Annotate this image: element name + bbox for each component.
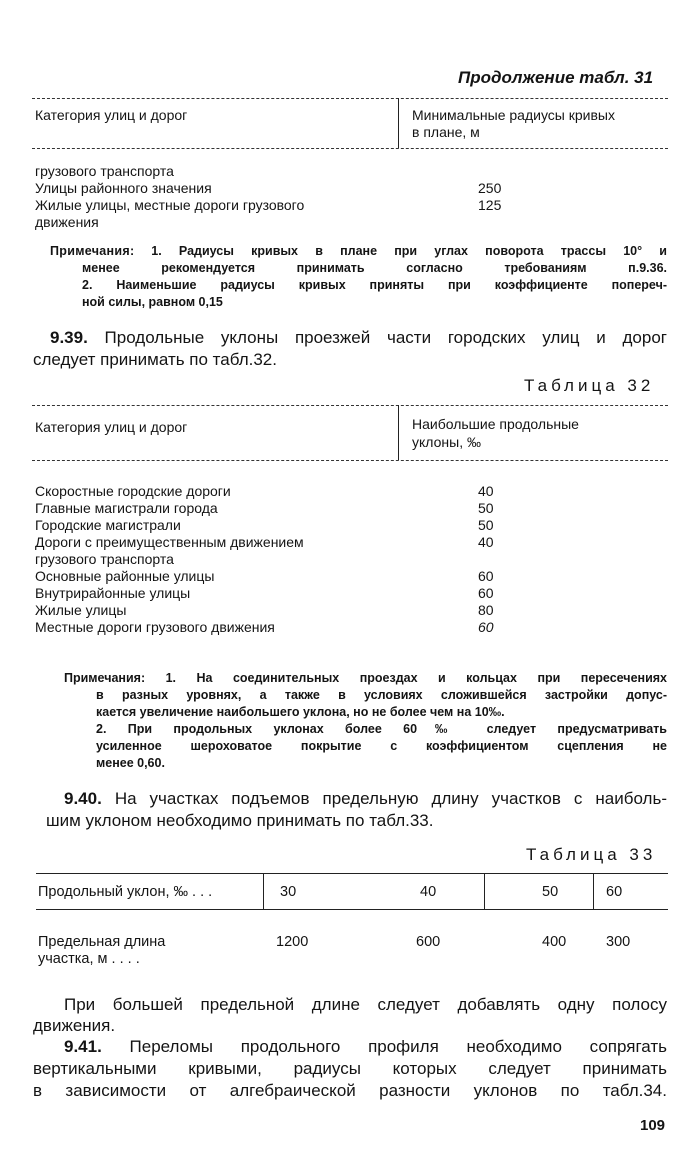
- notes31-line4: ной силы, равном 0,15: [82, 295, 223, 309]
- page-number: 109: [640, 1117, 666, 1134]
- table-row: движения: [35, 214, 99, 230]
- table-row: Скоростные городские дороги: [35, 483, 231, 499]
- table33-row1-value: 30: [280, 884, 297, 900]
- para-text: Продольные уклоны проезжей части городских улиц и дорог: [87, 328, 667, 347]
- notes32-line3: кается увеличение наибольшего уклона, но не более чем на 10‰.: [96, 705, 505, 719]
- table-cell-value: 250: [478, 180, 502, 196]
- table31-header-category: Категория улиц и дорог: [35, 107, 188, 123]
- notes32-line1: [64, 670, 667, 687]
- notes31-line1: [50, 243, 667, 260]
- table-row: грузового транспорта: [35, 163, 174, 179]
- table32-header-slope-line1: Наибольшие продольные: [412, 416, 579, 432]
- table-cell-value: 50: [478, 517, 494, 533]
- notes32-line2: в разных уровнях, а также в условиях сложившейся застройки допус-: [96, 688, 667, 702]
- table32-column-divider: [398, 405, 399, 460]
- table33-row1-value: 60: [606, 884, 623, 900]
- table-cell-value: 40: [478, 483, 494, 499]
- notes31-line2: менее рекомендуется принимать согласно требованиям п.9.36.: [82, 261, 667, 275]
- table-row: Местные дороги грузового движения: [35, 619, 275, 635]
- table33-row2-value: 600: [416, 934, 441, 950]
- table33-top-rule: [36, 873, 668, 874]
- continuation-title: Продолжение табл. 31: [458, 68, 654, 87]
- para-text: Переломы продольного профиля необходимо сопрягать: [101, 1037, 667, 1056]
- table33-row1-label: Продольный уклон, ‰ . . .: [38, 884, 213, 900]
- table33-title: Таблица 33: [526, 845, 657, 864]
- table-row: Основные районные улицы: [35, 568, 215, 584]
- table32-top-rule: [32, 405, 668, 406]
- para-extra-line1: При большей предельной длине следует добавлять одну полосу: [64, 995, 667, 1014]
- notes32-line5: усиленное шероховатое покрытие с коэффициентом сцепления не: [96, 739, 667, 753]
- table31-header-radius-line2: в плане, м: [412, 124, 480, 140]
- table-cell-value: 125: [478, 197, 502, 213]
- table31-header-rule: [32, 148, 668, 149]
- table33-divider-1: [263, 873, 264, 909]
- table31-top-rule: [32, 98, 668, 99]
- para941-line3: в зависимости от алгебраической разности уклонов по табл.34.: [33, 1081, 667, 1100]
- table33-row2-label-line2: участка, м . . . .: [38, 951, 140, 967]
- table-cell-value: 60: [478, 619, 494, 635]
- para-number: 9.39.: [50, 328, 88, 347]
- para941-line1: [64, 1036, 667, 1057]
- notes-label: Примечания: [50, 244, 130, 258]
- para940-line1: [64, 788, 667, 809]
- table33-divider-2: [484, 873, 485, 909]
- table-cell-value: 60: [478, 568, 494, 584]
- table33-header-rule: [36, 909, 668, 910]
- table-cell-value: 40: [478, 534, 494, 550]
- table-row: Главные магистрали города: [35, 500, 218, 516]
- table33-row1-value: 40: [420, 884, 437, 900]
- table31-header-radius-line1: Минимальные радиусы кривых: [412, 107, 615, 123]
- table33-row1-value: 50: [542, 884, 559, 900]
- table33-row2-value: 300: [606, 934, 631, 950]
- para-number: 9.41.: [64, 1037, 102, 1056]
- table33-row2-label-line1: Предельная длина: [38, 934, 166, 950]
- notes-label: Примечания: [64, 671, 141, 685]
- table-row: Городские магистрали: [35, 517, 181, 533]
- table-row: Дороги с преимущественным движением: [35, 534, 304, 550]
- table32-header-slope-line2: уклоны, ‰: [412, 434, 481, 450]
- notes32-line6: менее 0,60.: [96, 756, 165, 770]
- table32-header-rule: [32, 460, 668, 461]
- table-cell-value: 60: [478, 585, 494, 601]
- para939-line1: [50, 327, 667, 348]
- para-extra-line2: движения.: [33, 1016, 116, 1035]
- table-row: Жилые улицы, местные дороги грузового: [35, 197, 305, 213]
- notes32-line4: 2. При продольных уклонах более 60‰ следует предусматривать: [96, 722, 667, 736]
- table-row: грузового транспорта: [35, 551, 174, 567]
- note-text: : 1. Радиусы кривых в плане при углах поворота трассы 10° и: [129, 244, 667, 258]
- table33-row2-value: 400: [542, 934, 567, 950]
- note-text: : 1. На соединительных проездах и кольцах при пересечениях: [140, 671, 667, 685]
- table-row: Внутрирайонные улицы: [35, 585, 191, 601]
- para941-line2: вертикальными кривыми, радиусы которых следует принимать: [33, 1059, 667, 1078]
- table-row: Улицы районного значения: [35, 180, 212, 196]
- table33-row2-value: 1200: [276, 934, 309, 950]
- para-number: 9.40.: [64, 789, 102, 808]
- table33-divider-3: [593, 873, 594, 909]
- notes31-line3: 2. Наименьшие радиусы кривых приняты при коэффициенте попереч-: [82, 278, 667, 292]
- para940-line2: шим уклоном необходимо принимать по табл.33.: [46, 811, 434, 830]
- table-cell-value: 50: [478, 500, 494, 516]
- table32-title: Таблица 32: [524, 376, 655, 395]
- para-text: На участках подъемов предельную длину участков с наиболь-: [101, 789, 667, 808]
- table-row: Жилые улицы: [35, 602, 127, 618]
- table31-column-divider: [398, 98, 399, 148]
- para939-line2: следует принимать по табл.32.: [33, 350, 277, 369]
- table32-header-category: Категория улиц и дорог: [35, 419, 188, 435]
- table-cell-value: 80: [478, 602, 494, 618]
